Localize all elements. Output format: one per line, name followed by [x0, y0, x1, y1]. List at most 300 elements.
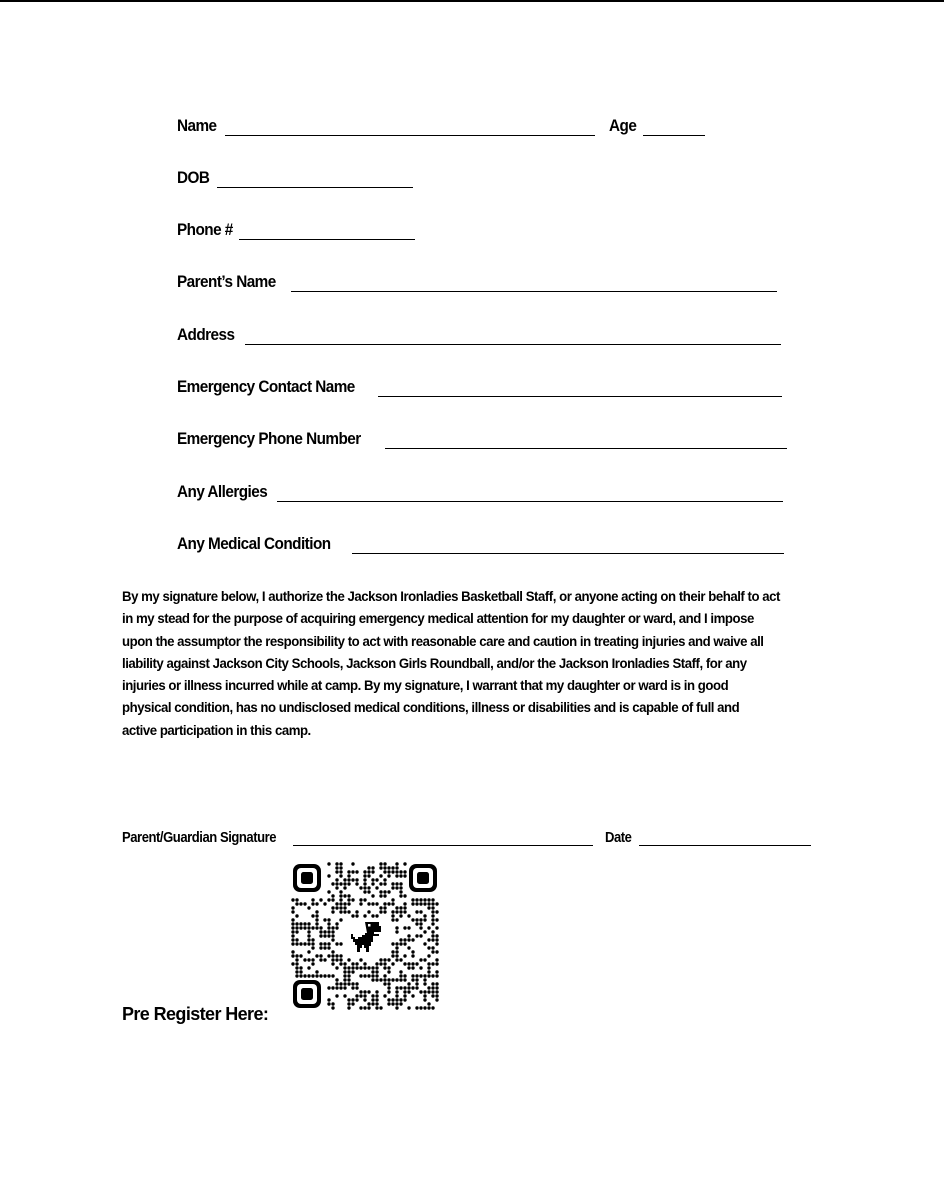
qr-module: [435, 998, 438, 1001]
qr-module: [343, 906, 346, 909]
waiver-line: physical condition, has no undisclosed medical conditions, illness or disabilities and is capable of full and: [122, 700, 740, 717]
qr-module: [383, 982, 386, 985]
qr-module: [379, 862, 382, 865]
qr-module: [427, 954, 430, 957]
qr-module: [427, 966, 430, 969]
qr-module: [375, 1002, 378, 1005]
qr-module: [411, 898, 414, 901]
qr-module: [367, 902, 370, 905]
qr-module: [371, 914, 374, 917]
qr-module: [379, 910, 382, 913]
qr-module: [331, 958, 334, 961]
qr-module: [435, 934, 438, 937]
qr-module: [431, 906, 434, 909]
qr-module: [379, 1006, 382, 1009]
qr-module: [387, 998, 390, 1001]
qr-module: [375, 902, 378, 905]
qr-module: [315, 910, 318, 913]
qr-module: [315, 902, 318, 905]
signature-field[interactable]: [293, 831, 593, 846]
qr-module: [363, 974, 366, 977]
qr-module: [339, 870, 342, 873]
qr-module: [347, 1002, 350, 1005]
qr-module: [391, 910, 394, 913]
qr-module: [359, 886, 362, 889]
qr-module: [427, 1006, 430, 1009]
qr-module: [403, 986, 406, 989]
qr-module: [327, 874, 330, 877]
qr-module: [311, 958, 314, 961]
qr-module: [291, 898, 294, 901]
qr-module: [407, 938, 410, 941]
qr-finder-top-right: [409, 864, 437, 892]
qr-module: [291, 906, 294, 909]
qr-module: [295, 974, 298, 977]
qr-module: [295, 938, 298, 941]
qr-module: [351, 1002, 354, 1005]
allergies-field[interactable]: [277, 483, 783, 502]
allergies-label: Any Allergies: [177, 482, 268, 501]
qr-module: [375, 970, 378, 973]
qr-module: [419, 990, 422, 993]
qr-module: [299, 970, 302, 973]
date-field[interactable]: [639, 831, 811, 846]
qr-module: [331, 954, 334, 957]
qr-module: [415, 962, 418, 965]
qr-module: [299, 974, 302, 977]
qr-module: [327, 930, 330, 933]
qr-module: [303, 922, 306, 925]
waiver-line: By my signature below, I authorize the Jackson Ironladies Basketball Staff, or anyone acting on their behalf to act: [122, 589, 780, 605]
qr-module: [391, 898, 394, 901]
qr-module: [335, 902, 338, 905]
qr-module: [423, 930, 426, 933]
qr-module: [347, 974, 350, 977]
qr-module: [295, 962, 298, 965]
qr-module: [347, 902, 350, 905]
qr-module: [327, 946, 330, 949]
qr-module: [431, 962, 434, 965]
qr-module: [359, 974, 362, 977]
qr-module: [331, 910, 334, 913]
qr-module: [371, 974, 374, 977]
qr-module: [399, 1002, 402, 1005]
qr-module: [339, 862, 342, 865]
qr-module: [395, 862, 398, 865]
qr-module: [403, 902, 406, 905]
qr-module: [395, 998, 398, 1001]
qr-module: [383, 882, 386, 885]
qr-module: [435, 958, 438, 961]
qr-module: [423, 974, 426, 977]
qr-module: [411, 918, 414, 921]
qr-module: [343, 962, 346, 965]
qr-module: [387, 966, 390, 969]
qr-module: [339, 898, 342, 901]
qr-module: [387, 982, 390, 985]
qr-module: [327, 926, 330, 929]
qr-module: [335, 966, 338, 969]
qr-module: [399, 998, 402, 1001]
qr-module: [311, 942, 314, 945]
qr-module: [339, 902, 342, 905]
parent-name-label: Parent’s Name: [177, 272, 276, 291]
qr-module: [343, 974, 346, 977]
qr-module: [399, 870, 402, 873]
qr-module: [427, 990, 430, 993]
qr-module: [347, 966, 350, 969]
qr-module: [307, 934, 310, 937]
qr-module: [359, 902, 362, 905]
qr-module: [291, 930, 294, 933]
qr-module: [407, 982, 410, 985]
qr-module: [367, 890, 370, 893]
qr-module: [391, 886, 394, 889]
qr-module: [411, 994, 414, 997]
waiver-line: liability against Jackson City Schools, Jackson Girls Roundball, and/or the Jackson Ironladies Staff, for any: [122, 655, 747, 672]
qr-module: [371, 882, 374, 885]
qr-module: [343, 970, 346, 973]
qr-module: [423, 898, 426, 901]
qr-module: [351, 970, 354, 973]
qr-module: [307, 942, 310, 945]
qr-module: [411, 954, 414, 957]
qr-module: [291, 910, 294, 913]
qr-module: [311, 926, 314, 929]
qr-module: [367, 1002, 370, 1005]
qr-module: [299, 922, 302, 925]
qr-module: [391, 950, 394, 953]
qr-module: [331, 882, 334, 885]
qr-module: [335, 878, 338, 881]
qr-module: [359, 994, 362, 997]
qr-module: [411, 950, 414, 953]
qr-module: [371, 894, 374, 897]
qr-module: [335, 954, 338, 957]
qr-module: [379, 874, 382, 877]
qr-module: [351, 962, 354, 965]
qr-module: [427, 906, 430, 909]
qr-module: [383, 962, 386, 965]
qr-module: [431, 898, 434, 901]
qr-module: [383, 862, 386, 865]
qr-module: [435, 942, 438, 945]
qr-module: [415, 922, 418, 925]
qr-module: [371, 1002, 374, 1005]
waiver-line: active participation in this camp.: [122, 722, 311, 739]
medical-field[interactable]: [352, 535, 784, 554]
qr-module: [363, 994, 366, 997]
emergency-contact-label: Emergency Contact Name: [177, 377, 355, 396]
qr-module: [395, 990, 398, 993]
qr-module: [307, 930, 310, 933]
qr-module: [375, 962, 378, 965]
qr-module: [311, 914, 314, 917]
qr-module: [423, 990, 426, 993]
qr-module: [339, 954, 342, 957]
qr-module: [343, 902, 346, 905]
qr-module: [323, 974, 326, 977]
qr-module: [335, 958, 338, 961]
qr-module: [307, 922, 310, 925]
qr-module: [307, 966, 310, 969]
qr-module: [419, 974, 422, 977]
qr-module: [355, 962, 358, 965]
qr-module: [403, 894, 406, 897]
name-label: Name: [177, 116, 217, 135]
parent-name-field[interactable]: [291, 273, 777, 292]
qr-module: [359, 958, 362, 961]
qr-module: [327, 986, 330, 989]
qr-module: [355, 966, 358, 969]
qr-module: [339, 906, 342, 909]
qr-module: [423, 982, 426, 985]
qr-module: [407, 1006, 410, 1009]
qr-module: [323, 930, 326, 933]
qr-module: [419, 922, 422, 925]
qr-module: [327, 898, 330, 901]
qr-module: [291, 950, 294, 953]
qr-module: [335, 906, 338, 909]
qr-module: [427, 974, 430, 977]
top-border: [0, 0, 944, 2]
qr-module: [399, 894, 402, 897]
qr-module: [339, 982, 342, 985]
qr-module: [435, 962, 438, 965]
qr-module: [351, 966, 354, 969]
waiver-line: injuries or illness incurred while at camp. By my signature, I warrant that my daughter or ward is in good: [122, 678, 729, 695]
qr-module: [363, 1006, 366, 1009]
qr-module: [427, 970, 430, 973]
qr-module: [295, 926, 298, 929]
qr-module: [327, 934, 330, 937]
qr-module: [323, 942, 326, 945]
qr-module: [419, 1006, 422, 1009]
qr-module: [359, 990, 362, 993]
qr-module: [403, 942, 406, 945]
qr-module: [403, 974, 406, 977]
qr-module: [403, 962, 406, 965]
qr-module: [375, 1006, 378, 1009]
qr-module: [391, 954, 394, 957]
qr-module: [359, 1006, 362, 1009]
qr-module: [403, 862, 406, 865]
qr-module: [331, 934, 334, 937]
qr-module: [391, 870, 394, 873]
qr-module: [407, 946, 410, 949]
qr-module: [399, 910, 402, 913]
qr-module: [363, 898, 366, 901]
qr-module: [291, 942, 294, 945]
qr-module: [331, 1006, 334, 1009]
qr-module: [319, 946, 322, 949]
qr-module: [403, 910, 406, 913]
qr-module: [355, 982, 358, 985]
qr-module: [415, 934, 418, 937]
qr-module: [431, 934, 434, 937]
qr-module: [347, 970, 350, 973]
qr-module: [383, 894, 386, 897]
qr-module: [383, 866, 386, 869]
qr-module: [423, 914, 426, 917]
phone-field[interactable]: [239, 221, 415, 240]
qr-module: [383, 966, 386, 969]
qr-module: [423, 918, 426, 921]
qr-module: [419, 902, 422, 905]
qr-module: [431, 902, 434, 905]
qr-module: [395, 886, 398, 889]
qr-module: [399, 974, 402, 977]
qr-module: [383, 974, 386, 977]
qr-module: [307, 906, 310, 909]
qr-module: [347, 878, 350, 881]
qr-module: [435, 990, 438, 993]
qr-module: [383, 958, 386, 961]
qr-module: [295, 914, 298, 917]
qr-module: [435, 994, 438, 997]
qr-module: [399, 914, 402, 917]
qr-module: [363, 870, 366, 873]
qr-module: [331, 962, 334, 965]
qr-module: [299, 954, 302, 957]
qr-module: [399, 942, 402, 945]
qr-module: [407, 914, 410, 917]
qr-module: [379, 978, 382, 981]
qr-module: [403, 926, 406, 929]
qr-module: [343, 966, 346, 969]
qr-module: [391, 998, 394, 1001]
qr-module: [435, 938, 438, 941]
qr-module: [295, 942, 298, 945]
qr-module: [303, 942, 306, 945]
qr-module: [383, 878, 386, 881]
emergency-phone-field[interactable]: [385, 430, 787, 449]
qr-module: [367, 1006, 370, 1009]
qr-module: [399, 938, 402, 941]
qr-module: [339, 958, 342, 961]
qr-module: [343, 878, 346, 881]
qr-module: [427, 898, 430, 901]
name-field[interactable]: [225, 117, 595, 136]
qr-module: [379, 958, 382, 961]
qr-module: [415, 978, 418, 981]
qr-module: [391, 866, 394, 869]
qr-module: [371, 998, 374, 1001]
qr-module: [427, 986, 430, 989]
age-label: Age: [608, 116, 637, 135]
qr-module: [291, 934, 294, 937]
qr-module: [435, 970, 438, 973]
qr-module: [419, 926, 422, 929]
qr-module: [383, 978, 386, 981]
qr-module: [375, 978, 378, 981]
qr-module: [319, 942, 322, 945]
qr-module: [435, 910, 438, 913]
qr-module: [395, 954, 398, 957]
medical-row: [177, 526, 784, 554]
dob-row: [177, 160, 413, 188]
qr-module: [371, 970, 374, 973]
qr-code[interactable]: [291, 862, 439, 1010]
qr-module: [327, 998, 330, 1001]
address-label: Address: [177, 325, 235, 344]
qr-module: [359, 898, 362, 901]
date-label: Date: [605, 830, 632, 846]
qr-module: [355, 986, 358, 989]
qr-module: [347, 982, 350, 985]
qr-module: [367, 910, 370, 913]
qr-module: [395, 906, 398, 909]
waiver-line: upon the assumptor the responsibility to act with reasonable care and caution in treating injuries and waive all: [122, 633, 764, 650]
qr-module: [319, 898, 322, 901]
qr-module: [363, 990, 366, 993]
address-field[interactable]: [245, 326, 781, 345]
qr-module: [395, 978, 398, 981]
qr-module: [419, 958, 422, 961]
qr-module: [407, 934, 410, 937]
qr-module: [351, 862, 354, 865]
qr-module: [431, 1006, 434, 1009]
qr-module: [375, 998, 378, 1001]
qr-module: [363, 962, 366, 965]
qr-module: [307, 938, 310, 941]
qr-module: [319, 930, 322, 933]
qr-module: [395, 866, 398, 869]
qr-module: [403, 998, 406, 1001]
qr-module: [339, 882, 342, 885]
qr-module: [291, 922, 294, 925]
qr-module: [431, 986, 434, 989]
qr-module: [399, 986, 402, 989]
qr-module: [411, 962, 414, 965]
qr-module: [391, 918, 394, 921]
qr-module: [371, 866, 374, 869]
name-row: [177, 108, 705, 136]
qr-module: [339, 866, 342, 869]
qr-module: [363, 998, 366, 1001]
qr-module: [431, 990, 434, 993]
emergency-contact-field[interactable]: [378, 378, 782, 397]
age-field[interactable]: [643, 117, 705, 136]
qr-module: [351, 986, 354, 989]
qr-module: [407, 986, 410, 989]
qr-module: [395, 918, 398, 921]
qr-module: [407, 962, 410, 965]
qr-module: [355, 882, 358, 885]
dob-field[interactable]: [217, 169, 413, 188]
qr-module: [387, 902, 390, 905]
qr-module: [411, 938, 414, 941]
qr-module: [347, 882, 350, 885]
qr-module: [423, 902, 426, 905]
qr-module: [323, 934, 326, 937]
qr-module: [423, 978, 426, 981]
qr-module: [363, 966, 366, 969]
signature-row: [122, 822, 811, 846]
qr-module: [387, 870, 390, 873]
qr-module: [367, 874, 370, 877]
signature-label: Parent/Guardian Signature: [122, 830, 277, 846]
dino-icon: [343, 918, 387, 954]
qr-module: [359, 966, 362, 969]
qr-module: [311, 902, 314, 905]
qr-module: [295, 902, 298, 905]
qr-module: [311, 938, 314, 941]
qr-module: [399, 886, 402, 889]
qr-module: [331, 938, 334, 941]
qr-module: [343, 910, 346, 913]
qr-module: [367, 974, 370, 977]
